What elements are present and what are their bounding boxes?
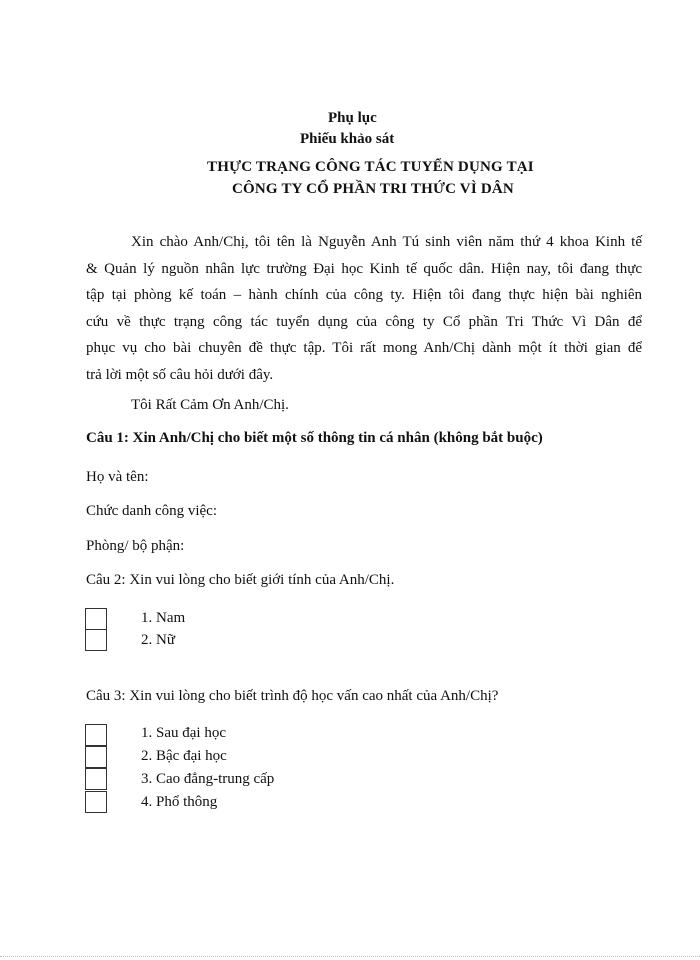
- intro-line: Xin chào Anh/Chị, tôi tên là Nguyễn Anh Tú sinh viên năm thứ 4 khoa Kinh tế: [131, 234, 642, 250]
- intro-line: & Quản lý nguồn nhân lực trường Đại học Kinh tế quốc dân. Hiện nay, tôi đang thực: [86, 260, 642, 277]
- survey-title-line-1: THỰC TRẠNG CÔNG TÁC TUYỂN DỤNG TẠI: [207, 159, 534, 175]
- education-university-label: 2. Bậc đại học: [141, 748, 227, 764]
- education-postgraduate-checkbox[interactable]: [85, 724, 107, 746]
- appendix-heading: Phụ lục: [328, 110, 377, 126]
- education-college-checkbox[interactable]: [85, 768, 107, 790]
- education-university-checkbox[interactable]: [85, 746, 107, 768]
- education-postgraduate-label: 1. Sau đại học: [141, 725, 226, 741]
- intro-line: cứu về thực trạng công tác tuyển dụng của công ty Cổ phần Tri Thức Vì Dân để: [86, 313, 642, 330]
- survey-title-line-2: CÔNG TY CỔ PHẦN TRI THỨC VÌ DÂN: [232, 181, 514, 197]
- gender-female-checkbox[interactable]: [85, 629, 107, 651]
- education-highschool-checkbox[interactable]: [85, 791, 107, 813]
- department-field-label: Phòng/ bộ phận:: [86, 538, 185, 554]
- form-title: Phiếu khảo sát: [300, 131, 395, 147]
- gender-male-label: 1. Nam: [141, 610, 186, 626]
- education-highschool-label: 4. Phổ thông: [141, 794, 218, 810]
- full-name-field-label: Họ và tên:: [86, 469, 149, 485]
- question-3-title: Câu 3: Xin vui lòng cho biết trình độ học vấn cao nhất của Anh/Chị?: [86, 688, 499, 704]
- page-edge-divider: [0, 956, 700, 957]
- question-1-title: Câu 1: Xin Anh/Chị cho biết một số thông tin cá nhân (không bắt buộc): [86, 430, 543, 446]
- job-title-field-label: Chức danh công việc:: [86, 503, 218, 519]
- intro-line: phục vụ cho bài chuyên đề thực tập. Tôi rất mong Anh/Chị dành một ít thời gian để: [86, 340, 642, 356]
- thanks-text: Tôi Rất Cảm Ơn Anh/Chị.: [131, 397, 289, 413]
- education-college-label: 3. Cao đẳng-trung cấp: [141, 771, 275, 787]
- question-2-title: Câu 2: Xin vui lòng cho biết giới tính của Anh/Chị.: [86, 572, 395, 588]
- gender-female-label: 2. Nữ: [141, 632, 175, 648]
- intro-paragraph: [86, 229, 642, 388]
- intro-line: tập tại phòng kế toán – hành chính của công ty. Hiện tôi đang thực hiện bài nghiên: [86, 287, 642, 303]
- intro-line: trả lời một số câu hỏi dưới đây.: [86, 366, 274, 383]
- gender-male-checkbox[interactable]: [85, 608, 107, 630]
